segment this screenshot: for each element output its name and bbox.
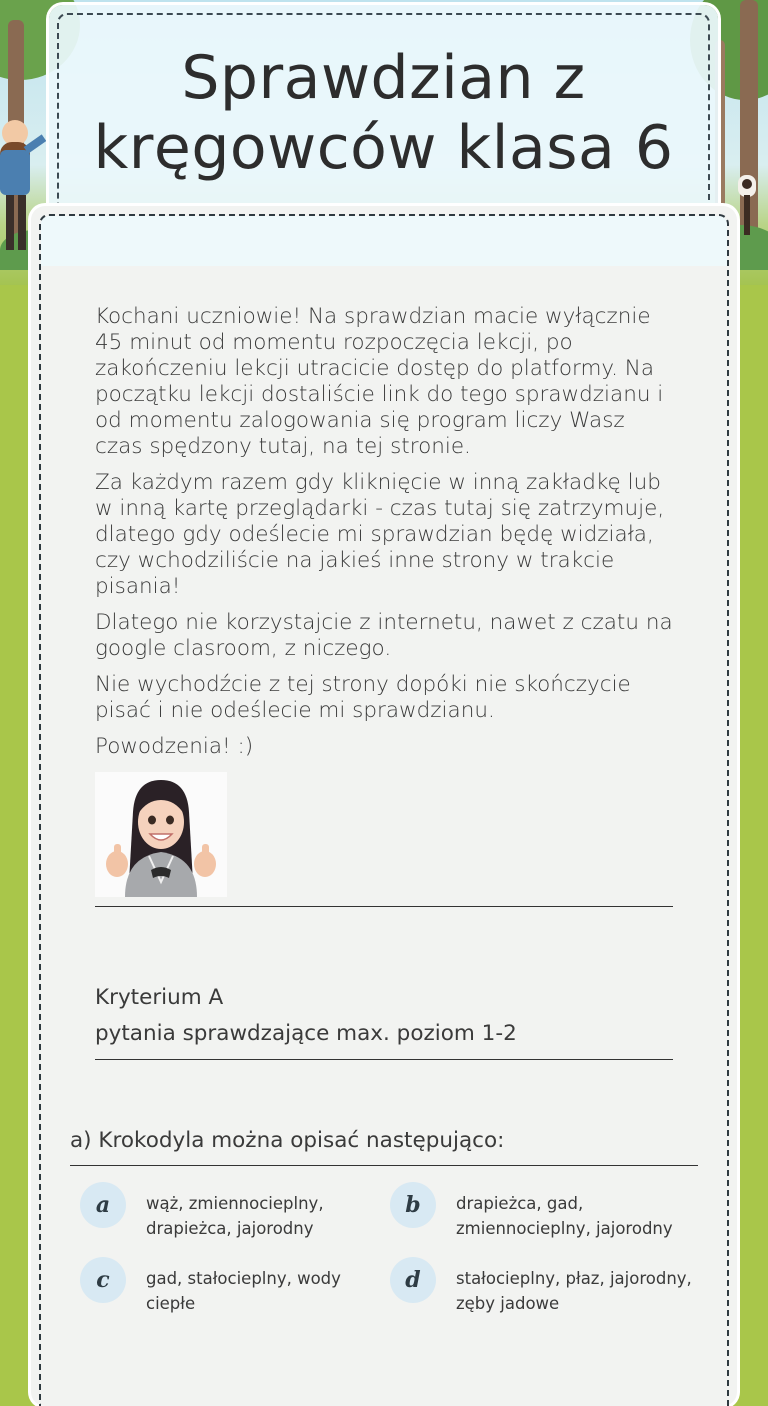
page-title: Sprawdzian z kręgowców klasa 6	[93, 43, 674, 183]
criteria-subtitle: pytania sprawdzające max. poziom 1-2	[95, 1021, 517, 1046]
intro-section	[95, 304, 673, 897]
answer-text: gad, stałocieplny, wody ciepłe	[146, 1269, 341, 1313]
intro-paragraph: Nie wychodźcie z tej strony dopóki nie skończycie pisać i nie odeślecie mi sprawdzianu.	[95, 672, 631, 723]
answer-option-a[interactable]	[80, 1182, 380, 1242]
divider	[95, 906, 673, 907]
answer-option-b[interactable]	[390, 1182, 690, 1242]
intro-paragraph: Dlatego nie korzystajcie z internetu, nawet z czatu na google clasroom, z niczego.	[95, 610, 673, 661]
answer-text: wąż, zmiennocieplny, drapieżca, jajorodny	[146, 1194, 324, 1238]
answer-badge[interactable]: d	[390, 1257, 436, 1303]
teacher-avatar-image	[95, 772, 227, 897]
intro-paragraph: Za każdym razem gdy kliknięcie w inną zakładkę lub w inną kartę przeglądarki - czas tutaj się zatrzymuje, dlatego gdy odeślecie mi sprawdzian będę widziała, czy wchodziliście na jakieś inne strony w trakcie pisania!	[95, 470, 665, 599]
question-label: a) Krokodyla można opisać następująco:	[70, 1128, 505, 1153]
criteria-title: Kryterium A	[95, 985, 224, 1010]
divider	[70, 1165, 698, 1166]
intro-paragraph: Powodzenia! :)	[95, 734, 254, 759]
answer-badge[interactable]: c	[80, 1257, 126, 1303]
title-card	[49, 5, 718, 220]
answer-badge[interactable]: a	[80, 1182, 126, 1228]
deer-figure	[738, 175, 768, 235]
intro-paragraph: Kochani uczniowie! Na sprawdzian macie wyłącznie 45 minut od momentu rozpoczęcia lekcji, po zakończeniu lekcji utracicie dostęp do platformy. Na początku lekcji dostaliście link do tego sprawdzianu i od momentu zalogowania się program liczy Wasz czas spędzony tutaj, na tej stronie.	[95, 304, 664, 459]
answer-option-d[interactable]	[390, 1257, 690, 1317]
divider	[95, 1059, 673, 1060]
answer-text: stałocieplny, płaz, jajorodny, zęby jadowe	[456, 1269, 692, 1313]
teacher-avatar-icon	[95, 772, 227, 897]
answer-badge[interactable]: b	[390, 1182, 436, 1228]
answer-option-c[interactable]	[80, 1257, 380, 1317]
answer-text: drapieżca, gad, zmiennocieplny, jajorodny	[456, 1194, 673, 1238]
